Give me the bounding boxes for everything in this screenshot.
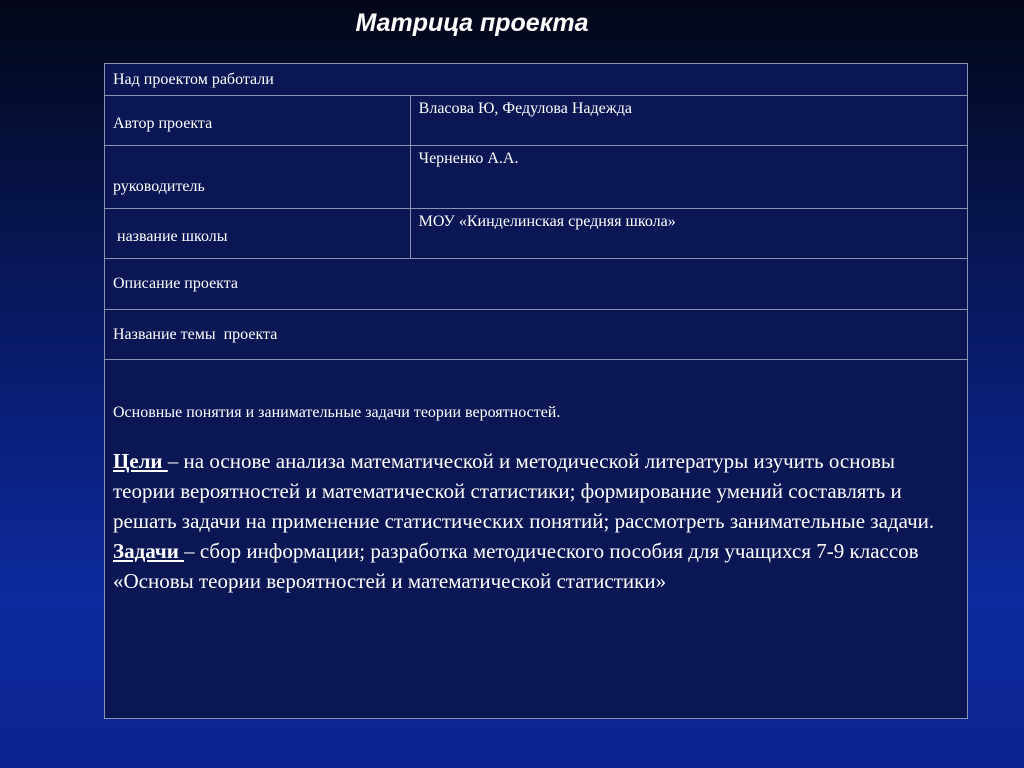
topic-label: Название темы проекта xyxy=(113,325,278,343)
goals-term: Цели xyxy=(113,449,168,473)
row-topic xyxy=(105,310,968,360)
row-author xyxy=(105,96,968,146)
supervisor-label-cell xyxy=(105,146,411,209)
slide-title: Матрица проекта xyxy=(355,9,589,37)
row-description xyxy=(105,259,968,310)
description-cell xyxy=(105,259,968,310)
author-value: Власова Ю, Федулова Надежда xyxy=(418,100,633,117)
school-value: МОУ «Кинделинская средняя школа» xyxy=(418,213,676,230)
tasks-text: – сбор информации; разработка методического пособия для учащихся 7-9 классов «Основы теории вероятностей и математической статистики» xyxy=(113,539,919,593)
details-cell xyxy=(105,360,968,719)
supervisor-value: Черненко А.А. xyxy=(418,150,519,167)
project-matrix-table xyxy=(104,63,968,719)
row-school xyxy=(105,209,968,259)
school-label: название школы xyxy=(113,228,228,245)
goals-text: – на основе анализа математической и методической литературы изучить основы теории вероятностей и математической статистики; формирование умений составлять и решать задачи на применение статистических понятий; рассмотреть занимательные задачи. xyxy=(113,449,935,533)
school-label-cell xyxy=(105,209,411,259)
worked-on-cell xyxy=(105,64,968,96)
topic-label-cell xyxy=(105,310,968,360)
worked-on-label: Над проектом работали xyxy=(113,70,274,88)
supervisor-label: руководитель xyxy=(113,178,205,195)
author-value-cell xyxy=(410,96,967,146)
row-supervisor xyxy=(105,146,968,209)
author-label: Автор проекта xyxy=(113,115,213,132)
tasks-term: Задачи xyxy=(113,539,185,563)
author-label-cell xyxy=(105,96,411,146)
row-details xyxy=(105,360,968,719)
topic-value: Основные понятия и занимательные задачи теории вероятностей. xyxy=(113,404,561,421)
supervisor-value-cell xyxy=(410,146,967,209)
school-value-cell xyxy=(410,209,967,259)
row-worked-on xyxy=(105,64,968,96)
description-label: Описание проекта xyxy=(113,275,239,292)
goals-paragraph xyxy=(113,446,955,596)
